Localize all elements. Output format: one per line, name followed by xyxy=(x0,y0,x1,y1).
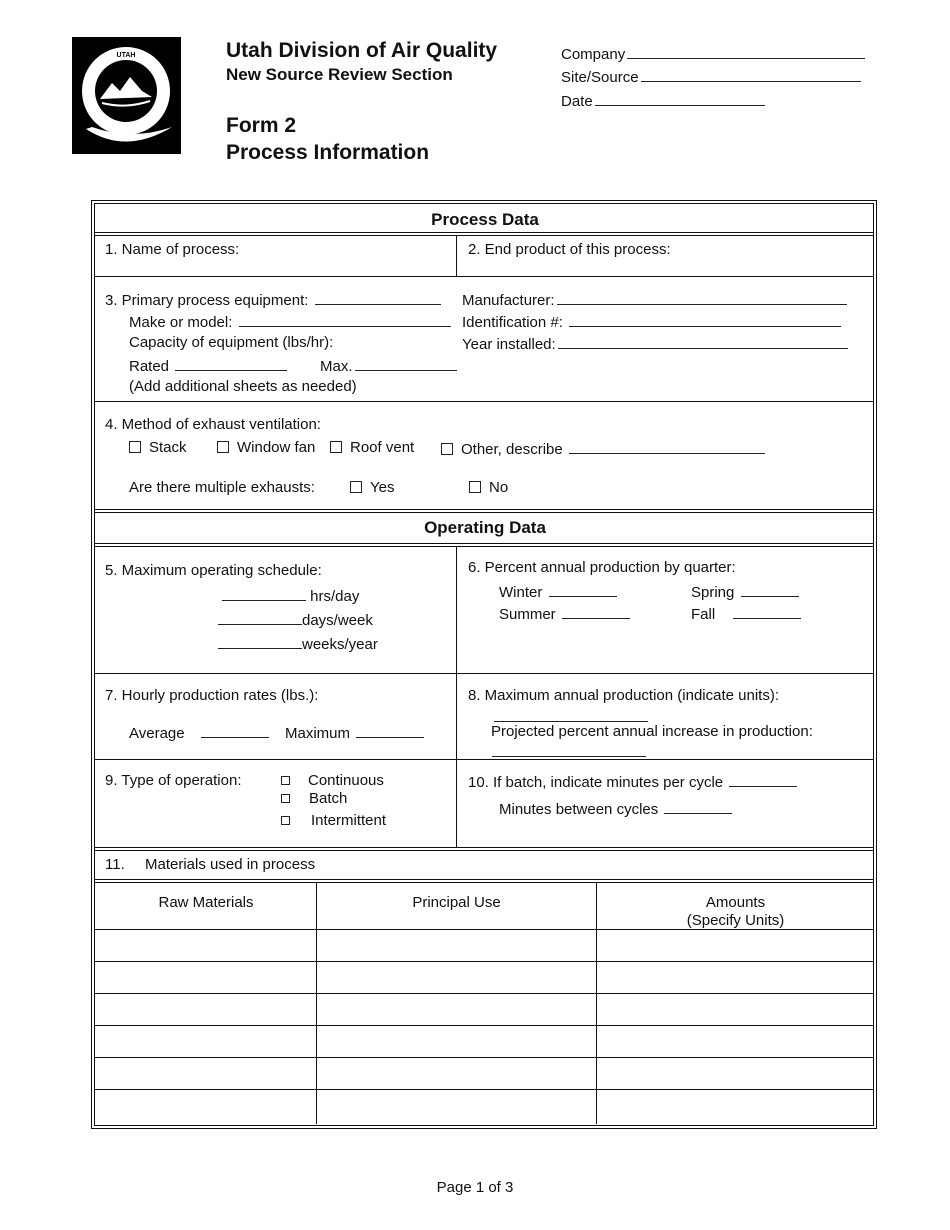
table-cell[interactable] xyxy=(317,930,596,961)
q7-maximum-field[interactable] xyxy=(285,723,424,742)
q5-weeks-field[interactable] xyxy=(216,634,378,653)
q11-materials-used: Materials used in process xyxy=(145,856,316,873)
q4-yes-label: Yes xyxy=(370,479,395,496)
checkbox-icon xyxy=(129,441,141,453)
q3-year-label: Year installed: xyxy=(462,336,556,353)
q4-exhaust-ventilation: 4. Method of exhaust ventilation: xyxy=(105,416,321,433)
q4-roof-vent-option[interactable] xyxy=(330,439,414,456)
q5-hrs-label: hrs/day xyxy=(310,588,360,605)
q4-no-option[interactable] xyxy=(469,479,508,496)
q9-batch-option[interactable] xyxy=(281,790,347,807)
table-cell[interactable] xyxy=(317,962,596,993)
q8-projected-increase: Projected percent annual increase in production: xyxy=(491,723,813,740)
q11-number: 11. xyxy=(105,856,125,873)
q5-days-label: days/week xyxy=(302,612,373,629)
process-data-heading: Process Data xyxy=(431,210,539,229)
checkbox-icon xyxy=(281,794,290,803)
q4-other-label: Other, describe xyxy=(461,441,563,458)
q9-type-of-operation: 9. Type of operation: xyxy=(105,772,242,789)
site-source-field[interactable] xyxy=(561,67,861,86)
q6-summer-field[interactable] xyxy=(499,604,630,623)
table-cell[interactable] xyxy=(317,1090,596,1123)
date-label: Date xyxy=(561,93,593,110)
q6-spring-label: Spring xyxy=(691,584,735,601)
q5-operating-schedule: 5. Maximum operating schedule: xyxy=(105,562,322,579)
q2-end-product: 2. End product of this process: xyxy=(468,241,671,258)
q5-hrs-field[interactable] xyxy=(220,586,359,605)
specify-units-header: (Specify Units) xyxy=(686,912,785,929)
q10-label: 10. If batch, indicate minutes per cycle xyxy=(468,774,724,791)
table-cell[interactable] xyxy=(597,1026,874,1057)
date-field[interactable] xyxy=(561,91,765,110)
checkbox-icon xyxy=(281,816,290,825)
q3-make-label: Make or model: xyxy=(129,314,233,331)
checkbox-icon xyxy=(350,481,362,493)
q6-percent-by-quarter: 6. Percent annual production by quarter: xyxy=(468,559,736,576)
q7-average-label: Average xyxy=(129,725,185,742)
site-source-label: Site/Source xyxy=(561,69,639,86)
q3-additional-note: (Add additional sheets as needed) xyxy=(129,378,357,395)
table-cell[interactable] xyxy=(317,994,596,1025)
table-cell[interactable] xyxy=(96,930,316,961)
section-name: New Source Review Section xyxy=(226,65,453,84)
company-field[interactable] xyxy=(561,44,865,63)
checkbox-icon xyxy=(441,443,453,455)
table-cell[interactable] xyxy=(597,1090,874,1123)
q9-batch-label: Batch xyxy=(309,790,348,807)
q3-rated-label: Rated xyxy=(129,358,170,375)
raw-materials-header: Raw Materials xyxy=(158,894,254,911)
checkbox-icon xyxy=(217,441,229,453)
checkbox-icon xyxy=(281,776,290,785)
q7-maximum-label: Maximum xyxy=(285,725,351,742)
q3-max-field[interactable] xyxy=(320,356,457,375)
q5-weeks-label: weeks/year xyxy=(302,636,378,653)
operating-data-heading: Operating Data xyxy=(424,518,546,537)
table-cell[interactable] xyxy=(597,962,874,993)
table-cell[interactable] xyxy=(96,1090,316,1123)
checkbox-icon xyxy=(330,441,342,453)
q3-manufacturer-label: Manufacturer: xyxy=(462,292,555,309)
q3-rated-field[interactable] xyxy=(129,356,287,375)
form-number: Form 2 xyxy=(226,114,297,137)
table-cell[interactable] xyxy=(96,962,316,993)
table-cell[interactable] xyxy=(317,1026,596,1057)
q4-multiple-exhausts: Are there multiple exhausts: xyxy=(129,479,315,496)
company-label: Company xyxy=(561,46,626,63)
q6-winter-field[interactable] xyxy=(499,582,617,601)
q3-identification-field[interactable] xyxy=(462,312,841,331)
q9-intermittent-option[interactable] xyxy=(281,812,386,829)
q3-year-installed-field[interactable] xyxy=(462,334,848,353)
q4-no-label: No xyxy=(489,479,509,496)
q3-manufacturer-field[interactable] xyxy=(462,290,847,309)
utah-deq-seal-logo xyxy=(72,37,181,154)
page-number: Page 1 of 3 xyxy=(436,1179,514,1196)
agency-name: Utah Division of Air Quality xyxy=(226,39,498,62)
q8-projected-field[interactable] xyxy=(490,742,646,761)
q3-primary-equipment-field[interactable] xyxy=(105,290,441,309)
q9-continuous-option[interactable] xyxy=(281,772,384,789)
q6-fall-field[interactable] xyxy=(691,604,801,623)
q6-summer-label: Summer xyxy=(499,606,556,623)
q3-make-model-field[interactable] xyxy=(129,312,451,331)
q3-identification-label: Identification #: xyxy=(462,314,563,331)
q7-average-field[interactable] xyxy=(129,723,269,742)
table-cell[interactable] xyxy=(96,1058,316,1089)
q3-capacity-label: Capacity of equipment (lbs/hr): xyxy=(129,334,334,351)
q4-other-option[interactable] xyxy=(441,439,765,458)
q10-minutes-per-cycle-field[interactable] xyxy=(468,772,797,791)
checkbox-icon xyxy=(469,481,481,493)
q10-between-label: Minutes between cycles xyxy=(499,801,659,818)
q7-hourly-production: 7. Hourly production rates (lbs.): xyxy=(105,687,319,704)
table-cell[interactable] xyxy=(597,930,874,961)
q4-roof-label: Roof vent xyxy=(350,439,415,456)
q3-primary-label: 3. Primary process equipment: xyxy=(105,292,309,309)
q3-max-label: Max. xyxy=(320,358,353,375)
form-title: Process Information xyxy=(226,141,430,164)
principal-use-header: Principal Use xyxy=(412,894,501,911)
table-cell[interactable] xyxy=(597,994,874,1025)
table-cell[interactable] xyxy=(96,994,316,1025)
q4-stack-label: Stack xyxy=(149,439,187,456)
q4-window-fan-option[interactable] xyxy=(217,439,315,456)
q5-days-field[interactable] xyxy=(216,610,373,629)
q9-continuous-label: Continuous xyxy=(308,772,384,789)
q6-spring-field[interactable] xyxy=(691,582,799,601)
q10-between-cycles-field[interactable] xyxy=(499,799,732,818)
q4-yes-option[interactable] xyxy=(350,479,394,496)
q1-name-of-process: 1. Name of process: xyxy=(105,241,240,258)
q6-winter-label: Winter xyxy=(499,584,543,601)
logo-text-top: UTAH xyxy=(116,52,136,59)
table-cell[interactable] xyxy=(317,1058,596,1089)
q6-fall-label: Fall xyxy=(691,606,716,623)
q8-max-annual-production: 8. Maximum annual production (indicate units): xyxy=(468,687,779,704)
q4-stack-option[interactable] xyxy=(129,439,187,456)
q4-window-label: Window fan xyxy=(237,439,316,456)
table-cell[interactable] xyxy=(96,1026,316,1057)
table-cell[interactable] xyxy=(597,1058,874,1089)
amounts-header: Amounts xyxy=(705,894,766,911)
q9-intermittent-label: Intermittent xyxy=(311,812,387,829)
